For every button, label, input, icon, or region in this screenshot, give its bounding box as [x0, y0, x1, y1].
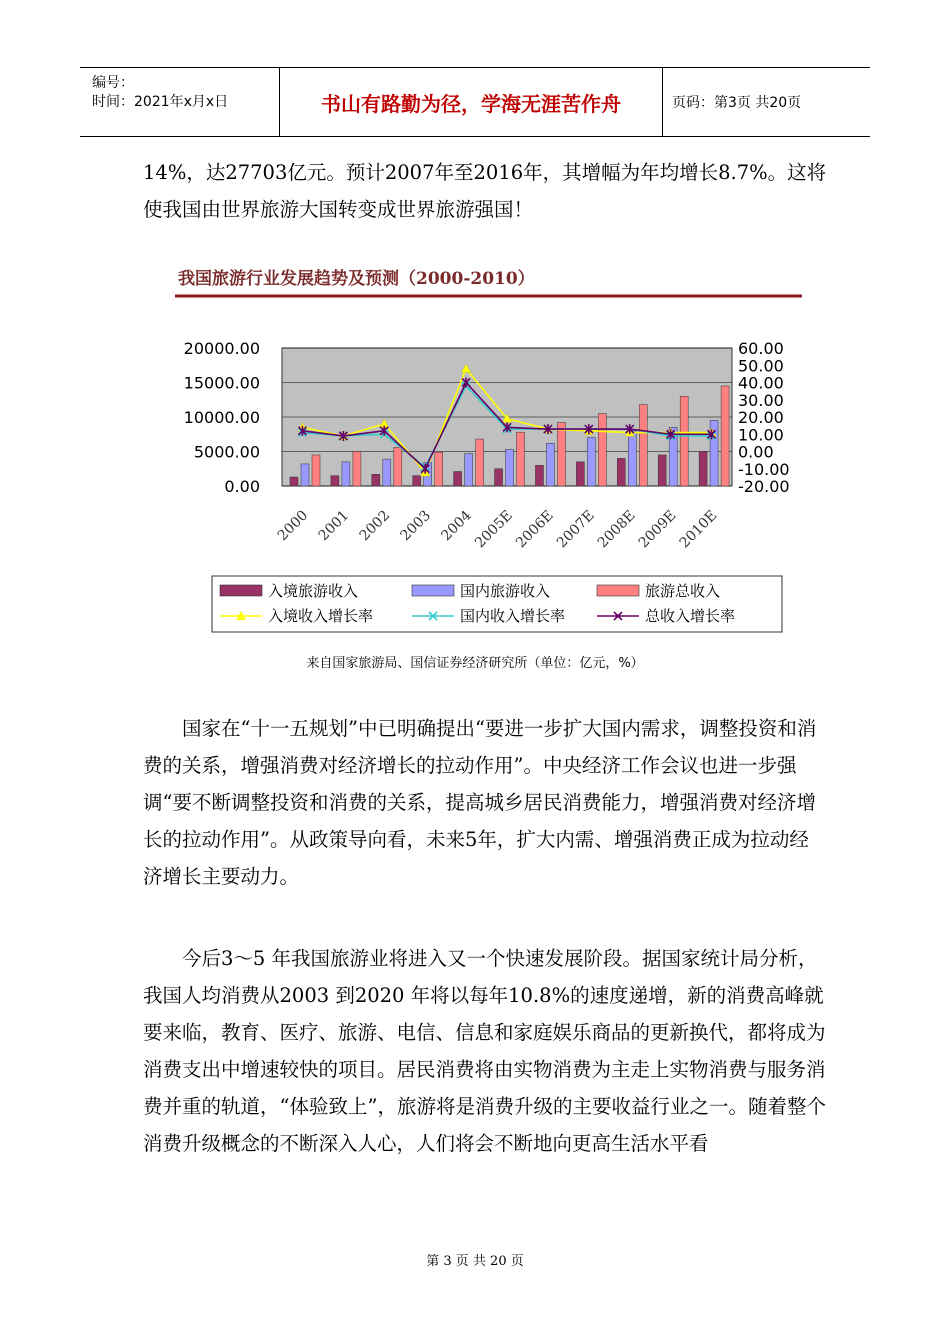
bar-0-9: [658, 455, 666, 486]
x-tick-label: 2001: [315, 507, 353, 545]
bar-0-1: [331, 476, 339, 486]
bar-0-5: [495, 469, 503, 486]
tourism-chart: [170, 258, 810, 638]
paragraph-3: 今后3～5 年我国旅游业将进入又一个快速发展阶段。据国家统计局分析，我国人均消费从2003 到2020 年将以每年10.8%的速度递增，新的消费高峰就要来临，教育、医疗、旅游、电信、信息和家庭娱乐商品的更新换代，都将成为消费支出中增速较快的项目。居民消费将由实物消费为主走上实物消费与服务消费并重的轨道，“体验致上”，旅游将是消费升级的主要收益行业之一。随着整个消费升级概念的不断深入人心，人们将会不断地向更高生活水平看: [143, 947, 826, 1155]
bar-0-0: [290, 477, 298, 486]
header-page-label: 页码：第3页 共20页: [672, 95, 802, 111]
bar-1-0: [301, 464, 309, 486]
paragraph-1: 14%，达27703亿元。预计2007年至2016年，其增幅为年均增长8.7%。这将使我国由世界旅游大国转变成世界旅游强国！: [143, 161, 827, 221]
x-tick-label: 2002: [356, 507, 394, 545]
bar-0-10: [699, 452, 707, 487]
x-tick-label: 2008E: [594, 507, 639, 552]
legend-label: 国内收入增长率: [460, 607, 566, 625]
paragraph-2: 国家在“十一五规划”中已明确提出“要进一步扩大国内需求，调整投资和消费的关系，增强消费对经济增长的拉动作用”。中央经济工作会议也进一步强调“要不断调整投资和消费的关系，提高城乡居民消费能力，增强消费对经济增长的拉动作用”。从政策导向看，未来5年，扩大内需、增强消费正成为拉动经济增长主要动力。: [143, 717, 817, 888]
y-left-tick-label: 20000.00: [183, 339, 260, 358]
bar-0-3: [413, 476, 421, 486]
y-right-tick-label: -20.00: [738, 477, 790, 496]
number-label: 编号：: [92, 75, 134, 91]
x-tick-label: 2004: [438, 507, 475, 545]
bar-0-4: [454, 472, 462, 486]
bar-0-6: [535, 465, 543, 486]
bar-1-1: [342, 462, 350, 486]
bar-2-10: [721, 386, 729, 486]
x-tick-label: 2006E: [512, 507, 557, 552]
bar-2-1: [353, 452, 361, 487]
legend-label: 入境收入增长率: [268, 607, 374, 625]
bar-0-7: [576, 462, 584, 486]
page-header: [80, 67, 870, 137]
y-left-tick-label: 15000.00: [183, 373, 260, 393]
x-tick-label: 2007E: [553, 507, 598, 552]
bar-2-2: [394, 447, 402, 486]
bar-2-6: [557, 423, 565, 486]
y-right-tick-label: 10.00: [738, 425, 784, 445]
page-footer: 第 3 页 共 20 页: [426, 1254, 524, 1269]
chart-caption: 来自国家旅游局、国信证券经济研究所（单位：亿元，%）: [306, 656, 644, 671]
y-right-tick-label: 50.00: [738, 356, 784, 376]
y-left-tick-label: 5000.00: [193, 442, 260, 462]
bar-1-6: [546, 443, 554, 486]
bar-1-8: [628, 431, 636, 486]
bar-1-4: [465, 454, 473, 486]
chart-title: 我国旅游行业发展趋势及预测（2000-2010）: [178, 269, 535, 289]
x-tick-label: 2009E: [635, 507, 680, 552]
bar-2-7: [598, 414, 606, 486]
y-right-tick-label: -10.00: [738, 459, 790, 479]
bar-1-7: [587, 438, 595, 486]
y-right-tick-label: 60.00: [738, 339, 784, 358]
bar-0-2: [372, 474, 380, 486]
x-tick-label: 2000: [274, 507, 312, 545]
bar-2-9: [680, 396, 688, 486]
bar-2-8: [639, 405, 647, 486]
x-tick-label: 2010E: [676, 507, 721, 552]
legend-swatch-0: [220, 585, 262, 596]
y-right-tick-label: 20.00: [738, 408, 784, 427]
x-tick-label: 2003: [397, 507, 435, 545]
legend-label: 国内旅游收入: [460, 582, 551, 600]
y-left-tick-label: 0.00: [224, 477, 260, 496]
legend-label: 入境旅游收入: [268, 582, 359, 600]
legend-label: 旅游总收入: [645, 582, 721, 600]
y-left-tick-label: 10000.00: [183, 408, 260, 427]
bar-2-5: [517, 432, 525, 486]
legend-label: 总收入增长率: [645, 607, 736, 625]
bar-1-5: [506, 449, 514, 486]
y-right-tick-label: 0.00: [738, 442, 774, 462]
bar-2-3: [435, 452, 443, 486]
date-label: 时间：2021年x月x日: [92, 94, 229, 110]
header-motto: 书山有路勤为径，学海无涯苦作舟: [280, 68, 663, 136]
bar-1-2: [383, 459, 391, 486]
bar-2-4: [476, 439, 484, 486]
legend-swatch-2: [597, 585, 639, 596]
y-right-tick-label: 40.00: [738, 373, 784, 393]
y-right-tick-label: 30.00: [738, 390, 784, 410]
bar-2-0: [312, 455, 320, 486]
bar-0-8: [617, 458, 625, 486]
legend-swatch-1: [412, 585, 454, 596]
x-tick-label: 2005E: [472, 507, 516, 552]
header-meta: [80, 68, 280, 136]
